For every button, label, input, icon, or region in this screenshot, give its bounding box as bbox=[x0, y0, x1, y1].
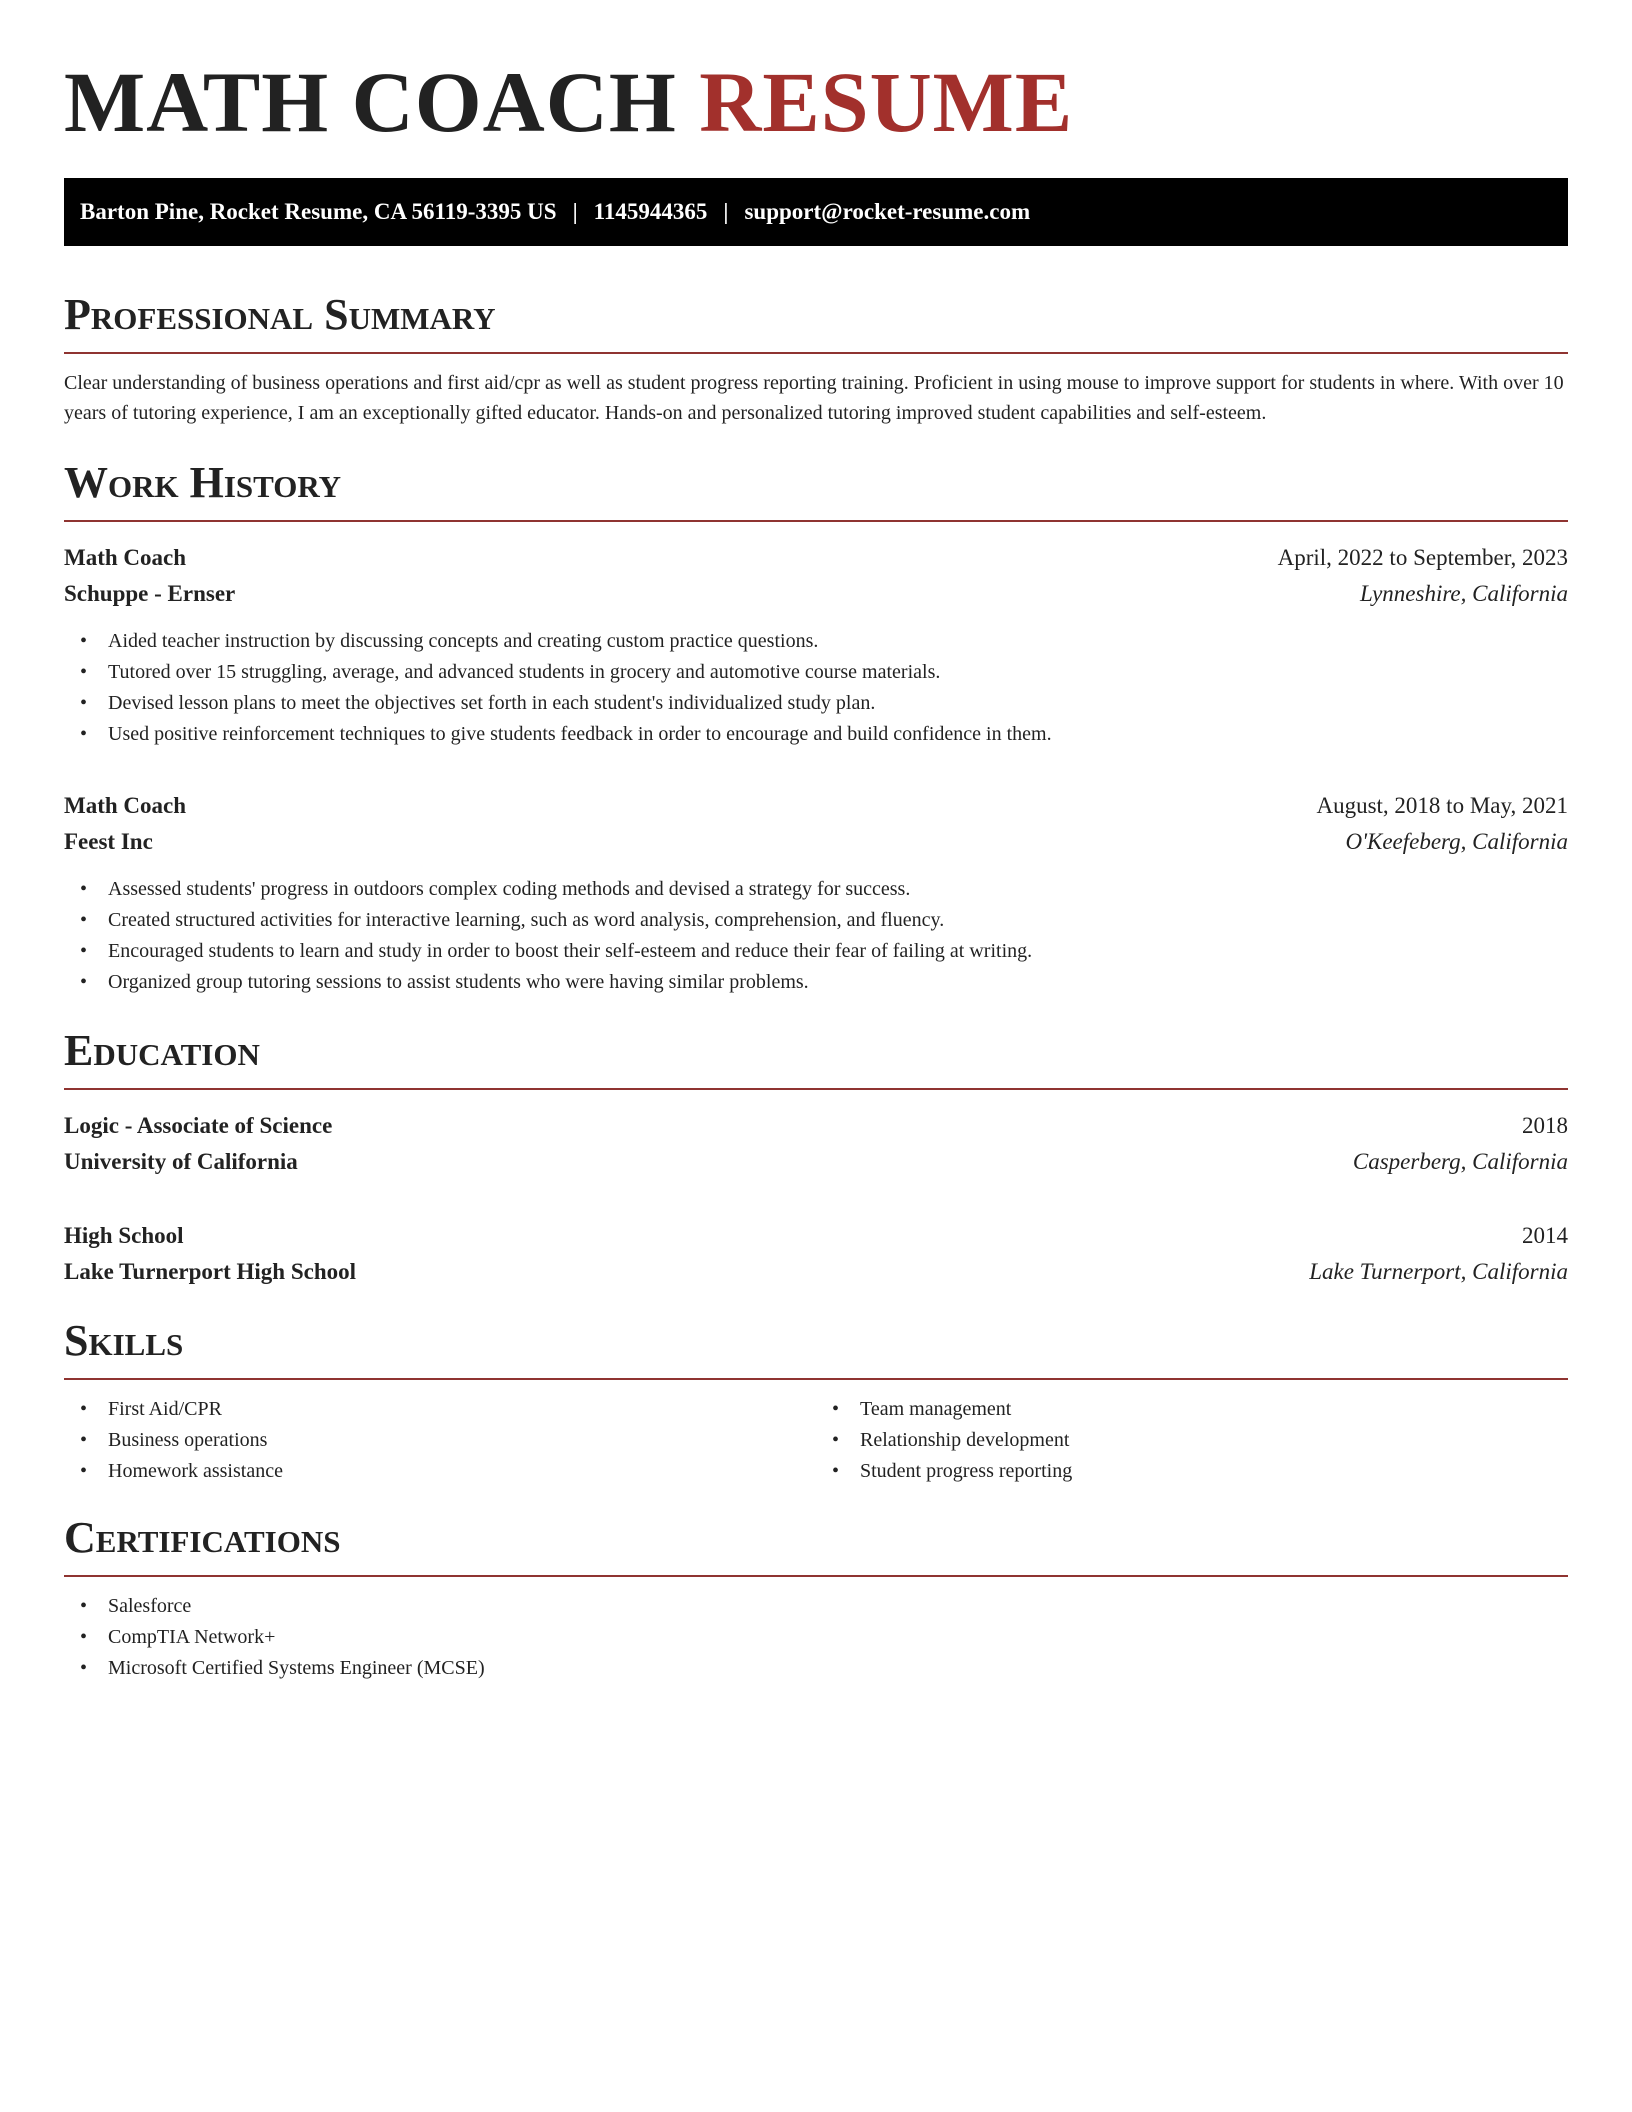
bullet-icon: • bbox=[80, 1460, 88, 1482]
bullet-icon: • bbox=[80, 940, 88, 962]
bullet-icon: • bbox=[832, 1398, 840, 1420]
contact-address: Barton Pine, Rocket Resume, CA 56119-3395 US bbox=[80, 199, 557, 224]
list-item: • Assessed students' progress in outdoors complex coding methods and devised a strategy for success. bbox=[64, 874, 1568, 905]
bullet-icon: • bbox=[80, 878, 88, 900]
education-entry bbox=[64, 1108, 1568, 1180]
list-item: • Team management bbox=[816, 1394, 1568, 1425]
bullet-icon: • bbox=[80, 1429, 88, 1451]
list-item: • Created structured activities for interactive learning, such as word analysis, comprehension, and fluency. bbox=[64, 905, 1568, 936]
contact-bar bbox=[64, 178, 1568, 246]
contact-email: support@rocket-resume.com bbox=[744, 199, 1031, 224]
job-entry bbox=[64, 788, 1568, 998]
list-item: • Encouraged students to learn and study in order to boost their self-esteem and reduce their fear of failing at writing. bbox=[64, 936, 1568, 967]
bullet-icon: • bbox=[80, 661, 88, 683]
list-item: • Business operations bbox=[64, 1425, 816, 1456]
list-item: • Organized group tutoring sessions to assist students who were having similar problems. bbox=[64, 967, 1568, 998]
education-year: 2018 bbox=[1522, 1113, 1568, 1138]
education-school: University of California bbox=[64, 1149, 298, 1174]
education-entry bbox=[64, 1218, 1568, 1290]
job-title: Math Coach bbox=[64, 545, 187, 570]
skills-column-left bbox=[64, 1394, 816, 1487]
job-dates: August, 2018 to May, 2021 bbox=[1316, 793, 1568, 818]
job-dates: April, 2022 to September, 2023 bbox=[1277, 545, 1568, 570]
job-location: Lynneshire, California bbox=[1359, 581, 1568, 606]
education-location: Lake Turnerport, California bbox=[1309, 1259, 1568, 1284]
list-item: • Student progress reporting bbox=[816, 1456, 1568, 1487]
bullet-icon: • bbox=[80, 723, 88, 745]
skills-grid bbox=[64, 1394, 1568, 1487]
education-degree: High School bbox=[64, 1223, 184, 1248]
skills-heading: Skills bbox=[64, 1316, 1568, 1380]
skills-column-right bbox=[816, 1394, 1568, 1487]
job-bullets bbox=[64, 874, 1568, 998]
summary-text: Clear understanding of business operations and first aid/cpr as well as student progress reporting training. Proficient in using mouse to improve support for students in where. With over 10 years of tutoring experience, I am an exceptionally gifted educator. Hands-on and personalized tutoring improved student capabilities and self-esteem. bbox=[64, 372, 1564, 424]
education-degree: Logic - Associate of Science bbox=[64, 1113, 333, 1138]
bullet-icon: • bbox=[80, 1657, 88, 1679]
list-item: • Aided teacher instruction by discussing concepts and creating custom practice questions. bbox=[64, 626, 1568, 657]
bullet-icon: • bbox=[80, 1398, 88, 1420]
contact-separator: | bbox=[723, 199, 729, 224]
job-company: Feest Inc bbox=[64, 829, 153, 854]
job-entry bbox=[64, 540, 1568, 750]
contact-phone: 1145944365 bbox=[593, 199, 708, 224]
bullet-icon: • bbox=[832, 1429, 840, 1451]
title-part-1: MATH COACH bbox=[64, 54, 677, 150]
education-heading: Education bbox=[64, 1026, 1568, 1090]
job-bullets bbox=[64, 626, 1568, 750]
bullet-icon: • bbox=[80, 1595, 88, 1617]
list-item: • Devised lesson plans to meet the objectives set forth in each student's individualized study plan. bbox=[64, 688, 1568, 719]
bullet-icon: • bbox=[80, 1626, 88, 1648]
list-item: • Used positive reinforcement techniques to give students feedback in order to encourage and build confidence in them. bbox=[64, 719, 1568, 750]
education-school: Lake Turnerport High School bbox=[64, 1259, 357, 1284]
list-item: • CompTIA Network+ bbox=[64, 1622, 1568, 1653]
list-item: • Salesforce bbox=[64, 1591, 1568, 1622]
list-item: • Microsoft Certified Systems Engineer (MCSE) bbox=[64, 1653, 1568, 1684]
bullet-icon: • bbox=[832, 1460, 840, 1482]
work-history-heading: Work History bbox=[64, 458, 1568, 522]
bullet-icon: • bbox=[80, 971, 88, 993]
bullet-icon: • bbox=[80, 630, 88, 652]
list-item: • First Aid/CPR bbox=[64, 1394, 816, 1425]
education-location: Casperberg, California bbox=[1352, 1149, 1568, 1174]
education-year: 2014 bbox=[1522, 1223, 1568, 1248]
title-part-2: RESUME bbox=[699, 54, 1074, 150]
list-item: • Relationship development bbox=[816, 1425, 1568, 1456]
summary-heading: Professional Summary bbox=[64, 290, 1568, 354]
list-item: • Tutored over 15 struggling, average, and advanced students in grocery and automotive course materials. bbox=[64, 657, 1568, 688]
list-item: • Homework assistance bbox=[64, 1456, 816, 1487]
document-title bbox=[64, 56, 1568, 148]
certifications-heading: Certifications bbox=[64, 1513, 1568, 1577]
contact-separator: | bbox=[572, 199, 578, 224]
bullet-icon: • bbox=[80, 909, 88, 931]
bullet-icon: • bbox=[80, 692, 88, 714]
certifications-list bbox=[64, 1591, 1568, 1684]
job-location: O'Keefeberg, California bbox=[1345, 829, 1568, 854]
job-company: Schuppe - Ernser bbox=[64, 581, 236, 606]
job-title: Math Coach bbox=[64, 793, 187, 818]
